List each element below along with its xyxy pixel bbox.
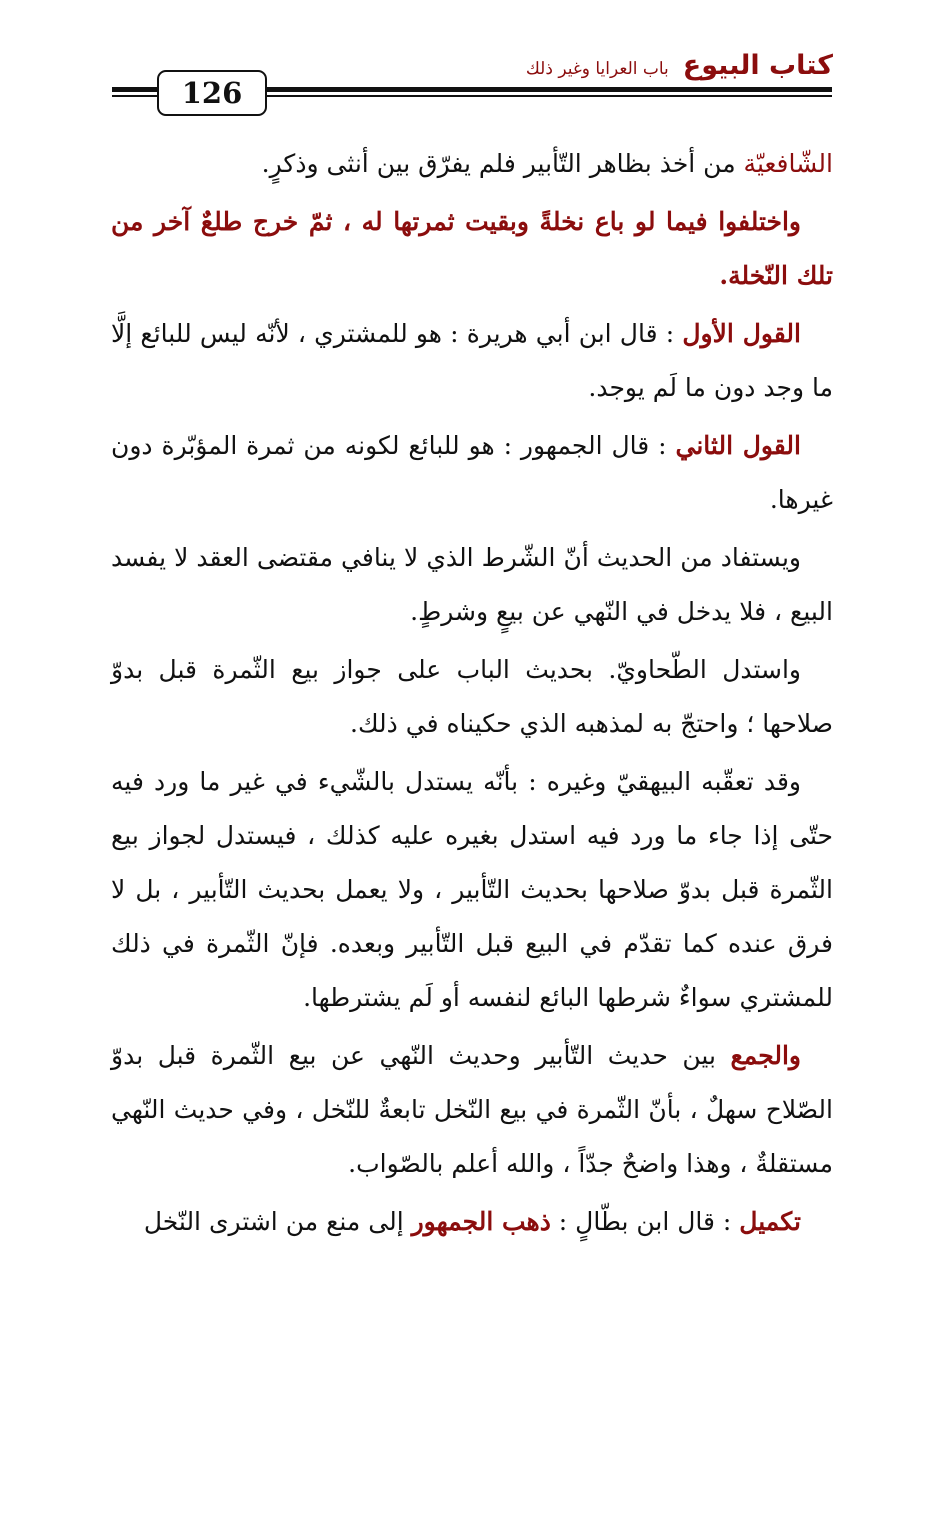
highlighted-term: والجمع [730, 1041, 801, 1070]
highlighted-statement: واختلفوا فيما لو باع نخلةً وبقيت ثمرتها له ، ثمّ خرج طلعٌ آخر من تلك النّخلة. [111, 207, 833, 290]
page-number: 126 [181, 76, 243, 110]
paragraph [111, 307, 833, 415]
paragraph [111, 195, 833, 303]
paragraph [111, 755, 833, 1025]
paragraph-text: وقد تعقّبه البيهقيّ وغيره : بأنّه يستدل بالشّيء في غير ما ورد فيه حتّى إذا جاء ما ورد فيه استدل بغيره عليه كذلك ، فيستدل لجواز بيع الثّمرة قبل بدوّ صلاحها بحديث التّأبير ، ولا يعمل بحديث التّأبير ، بل لا فرق عنده كما تقدّم في البيع قبل التّأبير وبعده. فإنّ الثّمرة في ذلك للمشتري سواءٌ شرطها البائع لنفسه أو لَم يشترطها. [111, 767, 833, 1012]
page-body [111, 137, 833, 1253]
book-title: كتاب البيوع [682, 50, 833, 81]
paragraph [111, 531, 833, 639]
page-number-box [157, 70, 267, 116]
paragraph [111, 643, 833, 751]
chapter-title: باب العرايا وغير ذلك [525, 59, 669, 79]
paragraph-text: : قال ابن أبي هريرة : هو للمشتري ، لأنّه ليس للبائع إلَّا ما وجد دون ما لَم يوجد. [111, 319, 833, 402]
page-header [0, 0, 945, 130]
opinion-heading: القول الأول [682, 319, 801, 348]
highlighted-term: ذهب الجمهور [411, 1207, 551, 1236]
opinion-heading: القول الثاني [675, 431, 801, 460]
paragraph [111, 137, 833, 191]
paragraph-text: : قال الجمهور : هو للبائع لكونه من ثمرة المؤبّرة دون غيرها. [111, 431, 833, 514]
paragraph-text: من أخذ بظاهر التّأبير فلم يفرّق بين أنثى وذكرٍ. [261, 149, 744, 178]
paragraph [111, 1029, 833, 1191]
running-title [526, 50, 833, 81]
paragraph-text: : قال ابن بطّالٍ : [550, 1207, 740, 1236]
paragraph-text: إلى منع من اشترى النّخل [143, 1207, 412, 1236]
highlighted-term: الشّافعيّة [743, 149, 833, 178]
paragraph [111, 419, 833, 527]
paragraph-text: واستدل الطّحاويّ. بحديث الباب على جواز بيع الثّمرة قبل بدوّ صلاحها ؛ واحتجّ به لمذهبه الذي حكيناه في ذلك. [111, 655, 833, 738]
paragraph [111, 1195, 833, 1249]
paragraph-text: ويستفاد من الحديث أنّ الشّرط الذي لا ينافي مقتضى العقد لا يفسد البيع ، فلا يدخل في النّهي عن بيعٍ وشرطٍ. [111, 543, 833, 626]
section-heading: تكميل [739, 1207, 801, 1236]
paragraph-text: بين حديث التّأبير وحديث النّهي عن بيع الثّمرة قبل بدوّ الصّلاح سهلٌ ، بأنّ الثّمرة في بيع النّخل تابعةٌ للنّخل ، وفي حديث النّهي مستقلةٌ ، وهذا واضحٌ جدّاً ، والله أعلم بالصّواب. [111, 1041, 833, 1178]
